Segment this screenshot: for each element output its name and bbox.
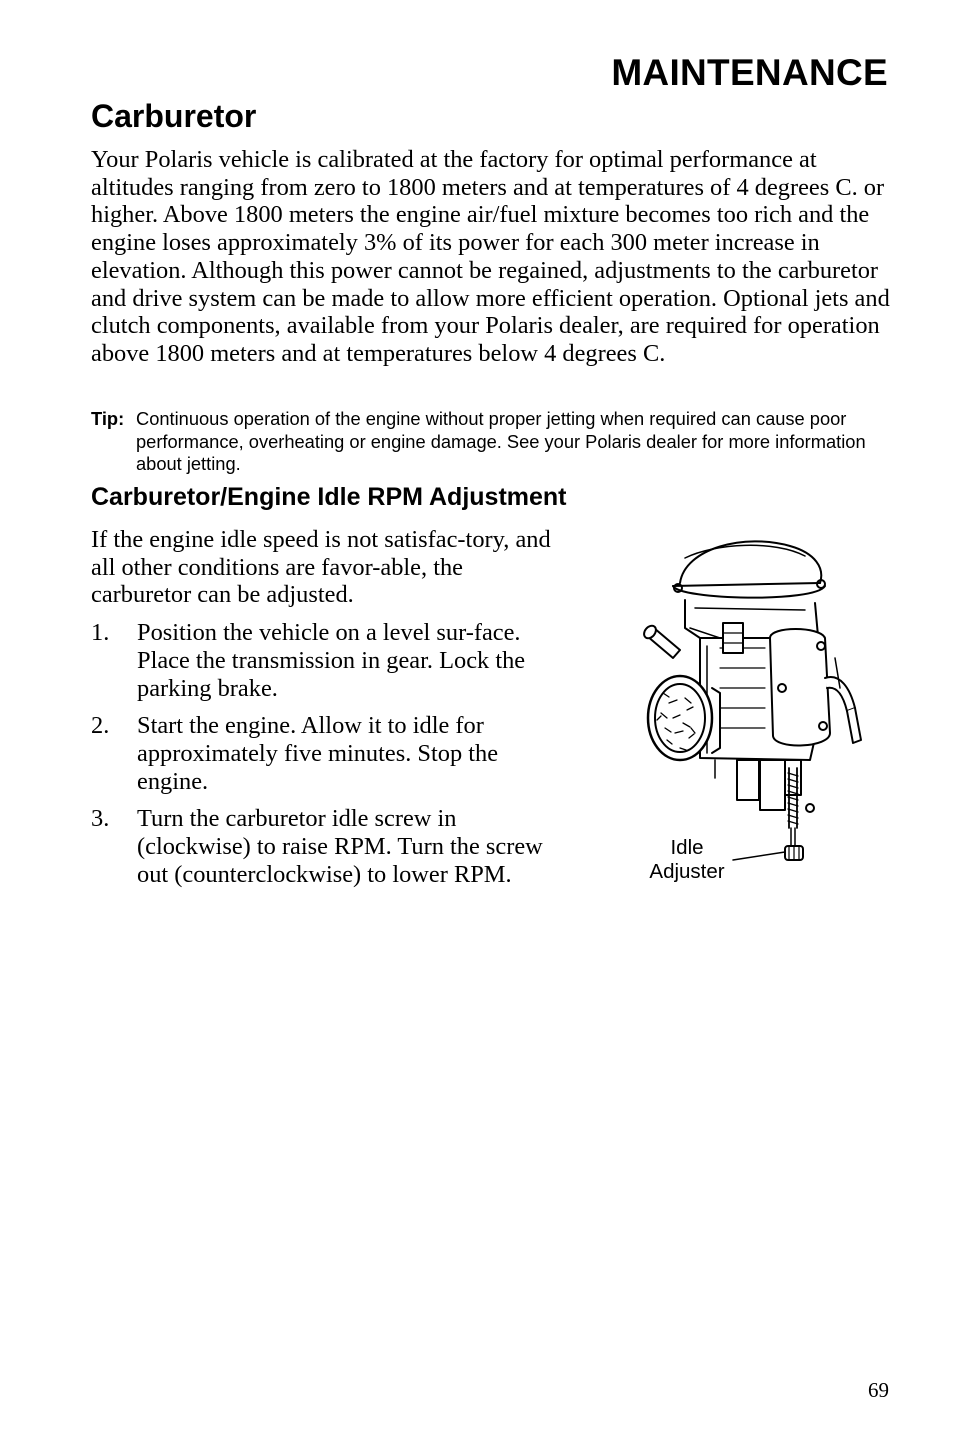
carburetor-top-cover [673,541,825,597]
adjustment-text-column [91,526,551,898]
step-item [91,619,551,702]
step-number: 3. [91,805,110,833]
page-title: Carburetor [91,98,257,134]
float-chamber [770,629,830,745]
step-item [91,712,551,795]
tip-note [91,408,881,476]
step-item [91,805,551,888]
section-header: MAINTENANCE [611,52,888,93]
step-number: 2. [91,712,110,740]
tip-label: Tip: [91,408,125,429]
step-text: Turn the carburetor idle screw in (clockwise) to raise RPM. Turn the screw out (counterclockwise) to lower RPM. [137,805,543,888]
subsection-heading: Carburetor/Engine Idle RPM Adjustment [91,483,567,511]
callout-line-2: Adjuster [649,860,725,883]
step-text: Position the vehicle on a level sur-face. Place the transmission in gear. Lock the parking brake. [137,619,526,702]
callout-line-1: Idle [670,836,704,859]
step-number: 1. [91,619,110,647]
adjustment-intro: If the engine idle speed is not satisfac-tory, and all other conditions are favor-able, the carburetor can be adjusted. [91,526,551,609]
vent-nipple [642,623,680,658]
page-number: 69 [868,1378,889,1402]
tip-text: Continuous operation of the engine without proper jetting when required can cause poor performance, overheating or engine damage. See your Polaris dealer for more information about jetting. [136,408,866,474]
steps-list [91,619,551,888]
bottom-fittings [715,760,814,812]
intro-paragraph: Your Polaris vehicle is calibrated at the factory for optimal performance at altitudes ranging from zero to 1800 meters and at temperatures of 4 degrees C. or higher. Above 1800 meters the engine air/fuel mixture becomes too rich and the engine loses approximately 3% of its power for each 300 meter increase in elevation. Although this power cannot be regained, adjustments to the carburetor and drive system can be made to allow more efficient operation. Optional jets and clutch components, available from your Polaris dealer, are required for operation above 1800 meters and at temperatures below 4 degrees C. [91,146,890,367]
step-text: Start the engine. Allow it to idle for approximately five minutes. Stop the engine. [137,712,499,795]
idle-adjuster-callout [632,836,742,884]
